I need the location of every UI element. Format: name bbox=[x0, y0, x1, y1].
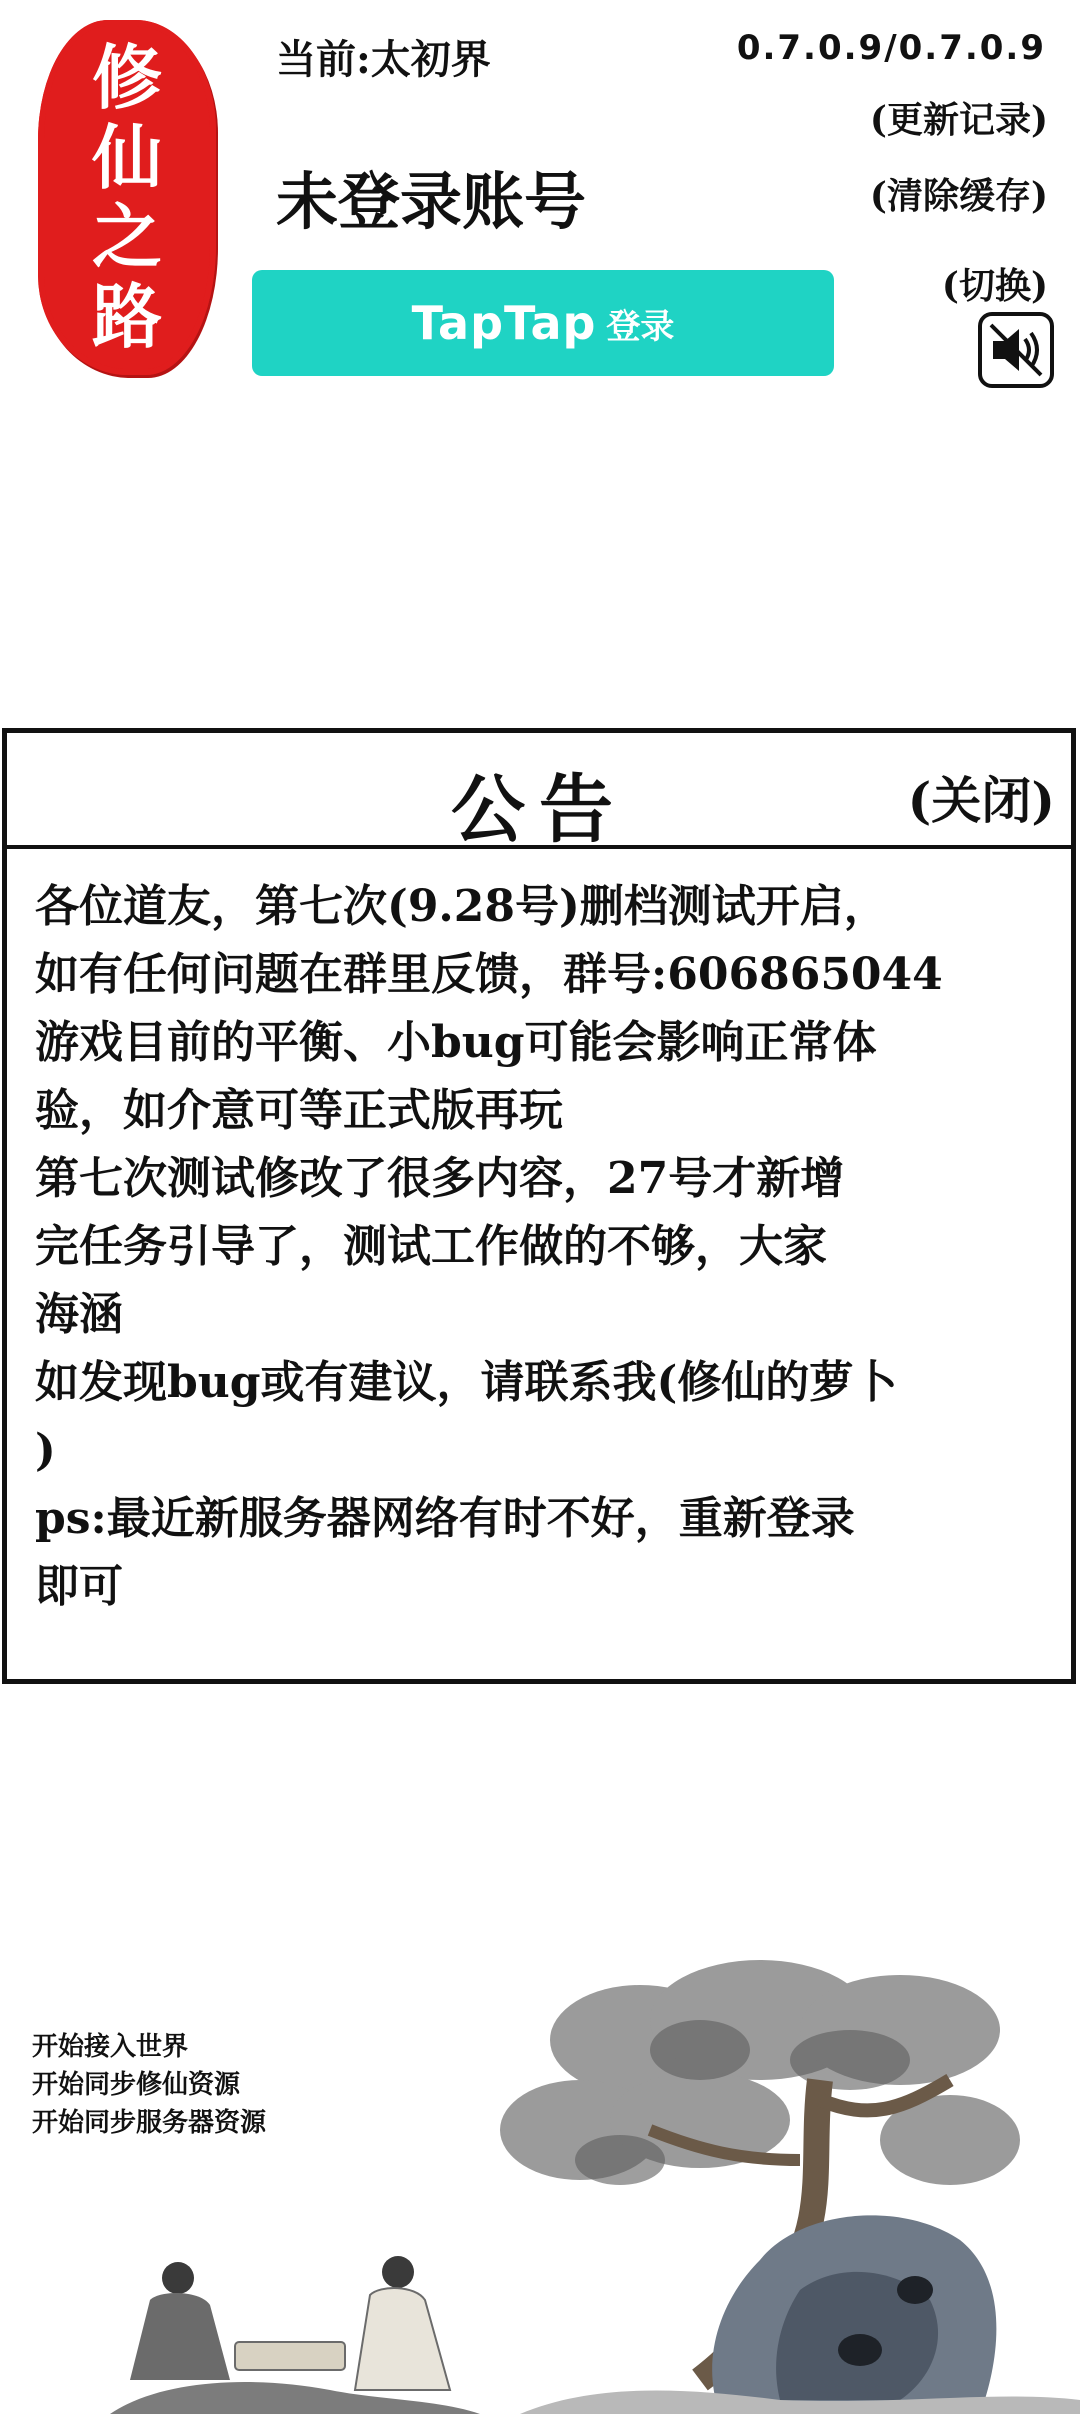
logo-char: 路 bbox=[92, 275, 162, 359]
switch-link[interactable]: (切换) bbox=[941, 265, 1048, 307]
announcement-line: 如发现bug或有建议，请联系我(修仙的萝卜 bbox=[35, 1357, 898, 1408]
status-line: 开始同步修仙资源 bbox=[32, 2070, 241, 2100]
announcement-line: 完任务引导了，测试工作做的不够，大家 bbox=[35, 1221, 827, 1272]
logo-char: 修 bbox=[92, 35, 162, 119]
announcement-panel bbox=[2, 728, 1076, 1684]
login-label: 登录 bbox=[606, 306, 675, 347]
announcement-line: 验，如介意可等正式版再玩 bbox=[35, 1085, 563, 1136]
status-line: 开始接入世界 bbox=[32, 2032, 189, 2062]
logo-char: 之 bbox=[92, 195, 162, 279]
announcement-line: 第七次测试修改了很多内容，27号才新增 bbox=[35, 1153, 845, 1204]
announcement-header bbox=[7, 733, 1071, 853]
sound-toggle-button[interactable] bbox=[978, 312, 1054, 388]
status-line: 开始同步服务器资源 bbox=[32, 2108, 267, 2138]
account-status: 未登录账号 bbox=[276, 165, 587, 238]
taptap-login-button[interactable] bbox=[252, 270, 834, 376]
announcement-line: 各位道友，第七次(9.28号)删档测试开启， bbox=[35, 881, 888, 932]
clear-cache-link[interactable]: (清除缓存) bbox=[869, 175, 1048, 217]
announcement-line: 即可 bbox=[35, 1561, 123, 1612]
speaker-muted-icon bbox=[987, 321, 1045, 379]
announcement-line: 海涵 bbox=[35, 1289, 123, 1340]
version-label: 0.7.0.9/0.7.0.9 bbox=[736, 28, 1046, 68]
announcement-body bbox=[7, 849, 1071, 1621]
game-logo-seal bbox=[38, 20, 216, 375]
announcement-close-button[interactable]: (关闭) bbox=[907, 771, 1055, 830]
loading-status-log bbox=[32, 2028, 266, 2142]
logo-char: 仙 bbox=[92, 115, 162, 199]
announcement-line: 游戏目前的平衡、小bug可能会影响正常体 bbox=[35, 1017, 877, 1068]
announcement-line: ps:最近新服务器网络有时不好，重新登录 bbox=[35, 1493, 855, 1544]
current-realm: 当前:太初界 bbox=[276, 36, 491, 83]
taptap-brand: TapTap bbox=[411, 296, 597, 350]
announcement-line: 如有任何问题在群里反馈，群号:606865044 bbox=[35, 949, 943, 1000]
announcement-title: 公告 bbox=[451, 767, 627, 853]
announcement-line: ) bbox=[35, 1425, 56, 1476]
update-log-link[interactable]: (更新记录) bbox=[869, 99, 1048, 141]
